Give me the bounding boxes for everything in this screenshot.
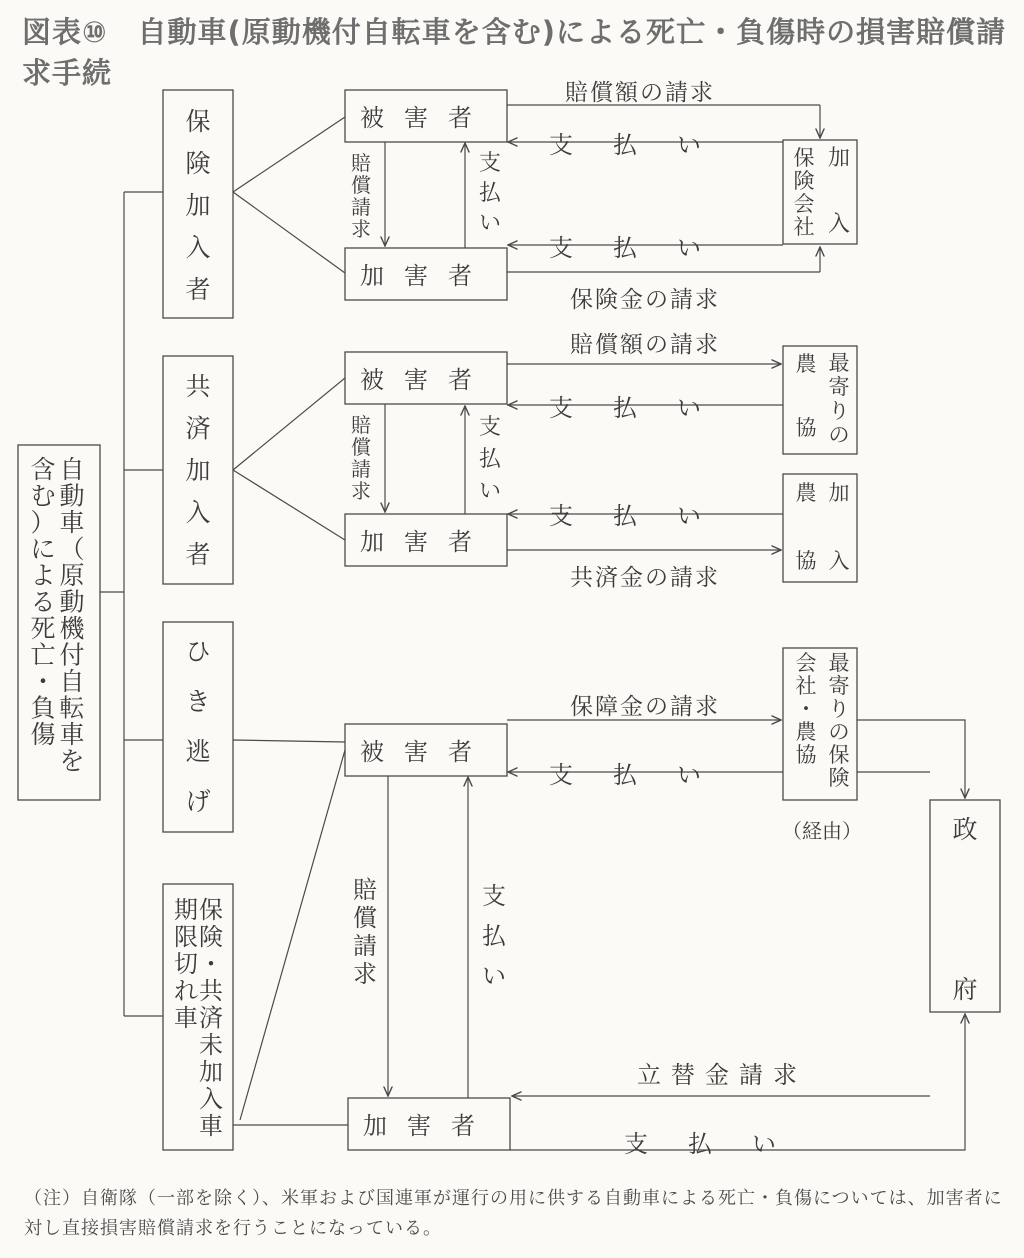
vertical-char: ・ [199, 950, 223, 978]
vertical-char: 会 [793, 192, 815, 216]
vertical-char: ・ [30, 667, 56, 696]
vertical-char: 保 [185, 107, 211, 136]
vertical-char: 入 [185, 498, 211, 527]
vertical-char: 保 [828, 743, 850, 767]
s1-victim-label: 被害者 [360, 104, 492, 132]
vertical-char: 保 [199, 896, 223, 924]
vertical-char: ・ [795, 697, 817, 721]
fan-line [233, 378, 345, 470]
vertical-char: 付 [59, 640, 85, 670]
vertical-char: に [30, 534, 56, 564]
vertical-char: き [185, 687, 211, 716]
vertical-char: 協 [795, 743, 817, 767]
vertical-char: 償 [351, 173, 371, 197]
vertical-char: 求 [351, 217, 371, 241]
vertical-char: 請 [351, 457, 371, 481]
vertical-char: 府 [952, 975, 978, 1004]
vertical-char: 共 [199, 977, 223, 1005]
s1-claim-label: 賠償額の請求 [565, 80, 715, 106]
vertical-char: の [828, 720, 850, 744]
fan-line [233, 192, 345, 273]
vertical-char: れ [174, 977, 198, 1005]
s1-pay-label-top: 支払い [549, 131, 741, 159]
s1-damages-label [351, 151, 372, 241]
vertical-char: 未 [199, 1031, 223, 1059]
vertical-char: 原 [59, 561, 85, 590]
s1-pay-label-bottom: 支払い [549, 234, 741, 262]
fan-line [233, 470, 345, 540]
vertical-char: 農 [795, 481, 817, 505]
vertical-char: 政 [952, 815, 978, 844]
vertical-char: （ [59, 534, 85, 564]
vertical-char: 済 [199, 1004, 223, 1032]
vertical-char: 険 [199, 923, 223, 951]
vertical-char: 険 [828, 766, 850, 790]
vertical-char: 保 [793, 146, 815, 170]
s3-via-label: （経由） [782, 819, 862, 843]
s3-nearest-label [796, 651, 850, 790]
vertical-char: の [828, 423, 850, 447]
s2-member-coop-label [796, 481, 850, 573]
vertical-char: 自 [59, 455, 85, 484]
s3-advance-claim-label: 立替金請求 [637, 1061, 807, 1089]
government-label [952, 815, 977, 1004]
vertical-char: 亡 [30, 640, 56, 670]
vertical-char: 社 [795, 674, 817, 698]
vertical-char: 寄 [828, 375, 850, 399]
vertical-char: 者 [185, 275, 211, 304]
group-mutual-label [185, 372, 210, 569]
vertical-char: り [828, 697, 850, 721]
vertical-char: 加 [199, 1058, 223, 1086]
vertical-char: 請 [353, 932, 377, 960]
vertical-char: 死 [30, 614, 56, 643]
vertical-char: 求 [353, 960, 377, 988]
vertical-char: 求 [351, 479, 371, 503]
vertical-char: 車 [199, 1112, 223, 1140]
vertical-char: 含 [30, 455, 56, 484]
vertical-char: よ [30, 561, 56, 590]
vertical-char: 社 [793, 215, 815, 239]
vertical-char: い [478, 479, 502, 504]
vertical-char: 動 [59, 481, 85, 511]
vertical-char: む [30, 481, 56, 511]
s2-pay-label-bottom: 支払い [549, 502, 741, 530]
vertical-char: 賠 [351, 413, 371, 437]
fan-line [233, 740, 345, 742]
vertical-char: 農 [795, 352, 817, 376]
vertical-char: げ [185, 787, 211, 816]
vertical-char: 動 [59, 587, 85, 617]
footnote: （注）自衛隊（一部を除く）、米軍および国連軍が運行の用に供する自動車による死亡・負傷については、加害者に対し直接損害賠償請求を行うことになっている。 [24, 1188, 1003, 1239]
s2-claim-label: 賠償額の請求 [570, 332, 720, 358]
fan-line [240, 750, 345, 1120]
vertical-char: 入 [828, 549, 850, 573]
fan-line [233, 117, 345, 192]
vertical-char: 払 [478, 181, 502, 206]
s1-insurance-claim-label: 保険金の請求 [570, 287, 720, 313]
vertical-char: り [828, 399, 850, 423]
vertical-char: 支 [478, 415, 502, 440]
vertical-char: い [482, 962, 506, 990]
s3-payup-label [482, 882, 507, 990]
vertical-char: 機 [59, 614, 85, 643]
s1-perpetrator-label: 加害者 [360, 262, 492, 290]
vertical-char: 償 [351, 435, 371, 459]
vertical-char: 逃 [185, 737, 211, 766]
vertical-char: 限 [174, 923, 198, 951]
vertical-char: 転 [59, 693, 85, 723]
s2-payup-label [479, 415, 502, 504]
s3-guarantee-claim-label: 保障金の請求 [570, 694, 720, 720]
root-label [30, 455, 85, 776]
s2-nearest-coop-label [796, 351, 850, 447]
vertical-char: 負 [30, 693, 56, 723]
group-uninsured-label [174, 896, 223, 1140]
s3-forward-arrow [857, 720, 965, 798]
vertical-char: 払 [482, 922, 506, 950]
s3-pay-label: 支払い [549, 761, 741, 789]
vertical-char: 者 [185, 540, 211, 569]
s3-perpetrator-label: 加害者 [363, 1112, 495, 1140]
vertical-char: 加 [185, 191, 211, 220]
vertical-char: 車 [59, 720, 85, 749]
vertical-char: 共 [185, 372, 211, 401]
vertical-char: 険 [793, 169, 815, 193]
vertical-char: 車 [59, 508, 85, 537]
s1-insurer-label [794, 146, 851, 239]
group-hitrun-label [185, 637, 210, 816]
vertical-char: 加 [185, 456, 211, 485]
s3-victim-label: 被害者 [360, 738, 492, 766]
vertical-char: い [478, 211, 502, 236]
vertical-char: 賠 [351, 151, 371, 175]
vertical-char: ひ [185, 637, 211, 666]
vertical-char: 入 [827, 212, 851, 237]
vertical-char: 最 [828, 651, 850, 675]
vertical-char: 入 [199, 1085, 223, 1113]
s2-damages-label [351, 413, 372, 503]
vertical-char: 期 [174, 896, 198, 924]
vertical-char: 協 [795, 549, 817, 573]
vertical-char: る [30, 587, 56, 617]
s2-victim-label: 被害者 [360, 366, 492, 394]
vertical-char: 加 [827, 146, 851, 171]
vertical-char: 償 [353, 904, 377, 932]
diagram-title: 図表⑩ 自動車(原動機付自転車を含む)による死亡・負傷時の損害賠償請求手続 [22, 15, 1007, 90]
vertical-char: 済 [185, 414, 211, 443]
s2-pay-label-top: 支払い [549, 394, 741, 422]
vertical-char: 寄 [828, 674, 850, 698]
vertical-char: 農 [795, 720, 817, 744]
vertical-char: 協 [795, 416, 817, 440]
vertical-char: 入 [185, 233, 211, 262]
vertical-char: 最 [828, 351, 850, 375]
vertical-char: 傷 [30, 720, 56, 749]
vertical-char: 支 [478, 151, 502, 176]
vertical-char: を [59, 746, 85, 776]
vertical-char: 会 [795, 651, 817, 675]
group-insured-label [185, 107, 210, 304]
vertical-char: 払 [478, 447, 502, 472]
s1-payup-label [479, 151, 502, 236]
s3-damages-label [353, 876, 379, 988]
vertical-char: 加 [828, 481, 850, 505]
vertical-char: 自 [59, 667, 85, 696]
vertical-char: 切 [174, 950, 198, 978]
vertical-char: 車 [174, 1004, 198, 1032]
s2-perpetrator-label: 加害者 [360, 528, 492, 556]
vertical-char: 請 [351, 195, 371, 219]
vertical-char: 険 [185, 149, 211, 178]
vertical-char: 賠 [353, 876, 377, 904]
s3-perpetrator-pay-label: 支払い [624, 1130, 816, 1158]
vertical-char: ） [30, 508, 56, 537]
vertical-char: 支 [482, 882, 506, 910]
s2-mutual-claim-label: 共済金の請求 [570, 565, 720, 591]
